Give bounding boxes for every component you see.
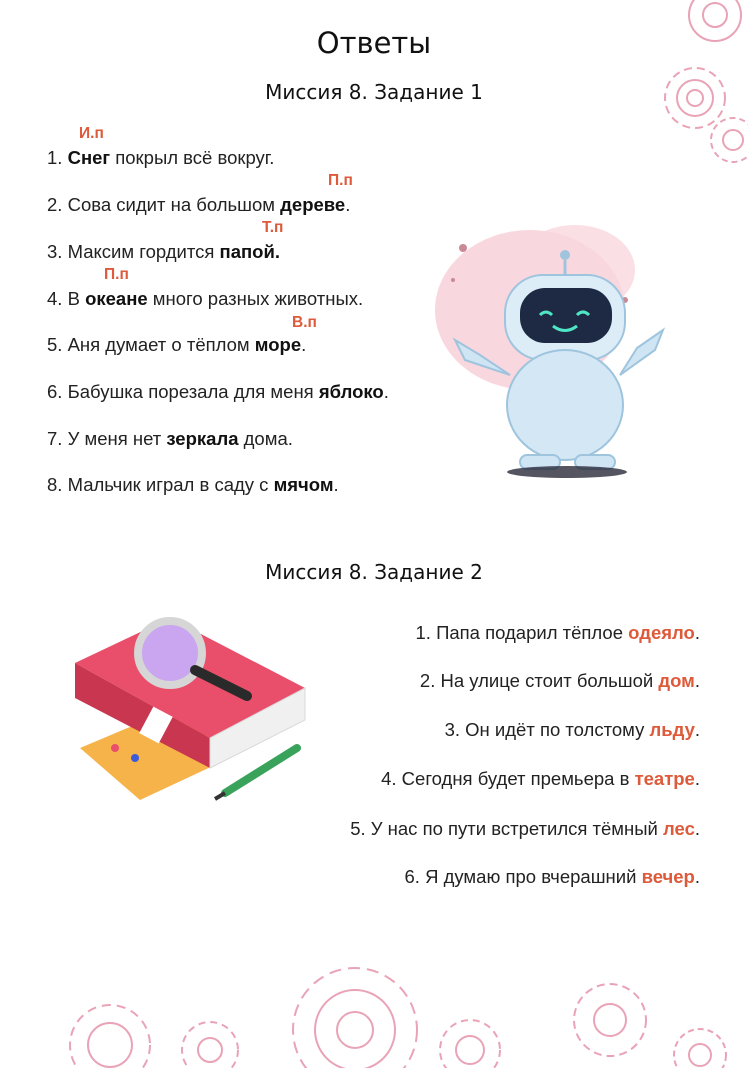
- task2-item: 6. Я думаю про вчерашний вечер.: [404, 866, 700, 887]
- page-title: Ответы: [316, 26, 432, 60]
- task2-item: 5. У нас по пути встретился тёмный лес.: [350, 818, 700, 839]
- task1-item: 6. Бабушка порезала для меня яблоко.: [47, 381, 389, 402]
- task1-item: 5. Аня думает о тёплом море.: [47, 334, 307, 355]
- task2-item: 2. На улице стоит большой дом.: [419, 670, 700, 691]
- gear-icon: [655, 0, 748, 175]
- case-label-5: В.п: [292, 314, 317, 331]
- task2-heading: Миссия 8. Задание 2: [265, 560, 483, 584]
- case-label-3: Т.п: [262, 219, 284, 236]
- task2-item: 1. Папа подарил тёплое одеяло.: [415, 622, 700, 643]
- gear-icon: [0, 920, 748, 1068]
- task1-item: 7. У меня нет зеркала дома.: [47, 428, 293, 449]
- task1-item: 3. Максим гордится папой.: [47, 241, 280, 262]
- case-label-1: И.п: [79, 125, 104, 142]
- task1-heading: Миссия 8. Задание 1: [265, 80, 483, 104]
- task1-item: 1. Снег покрыл всё вокруг.: [47, 147, 275, 168]
- task1-item: 8. Мальчик играл в саду с мячом.: [47, 474, 339, 495]
- case-label-2: П.п: [328, 172, 353, 189]
- robot-illustration: [425, 200, 670, 480]
- task2-item: 4. Сегодня будет премьера в театре.: [381, 768, 700, 789]
- task1-item: 4. В океане много разных животных.: [47, 288, 364, 309]
- task1-item: 2. Сова сидит на большом дереве.: [47, 194, 351, 215]
- case-label-4: П.п: [104, 266, 129, 283]
- task2-item: 3. Он идёт по толстому льду.: [444, 719, 700, 740]
- folder-illustration: [65, 608, 315, 803]
